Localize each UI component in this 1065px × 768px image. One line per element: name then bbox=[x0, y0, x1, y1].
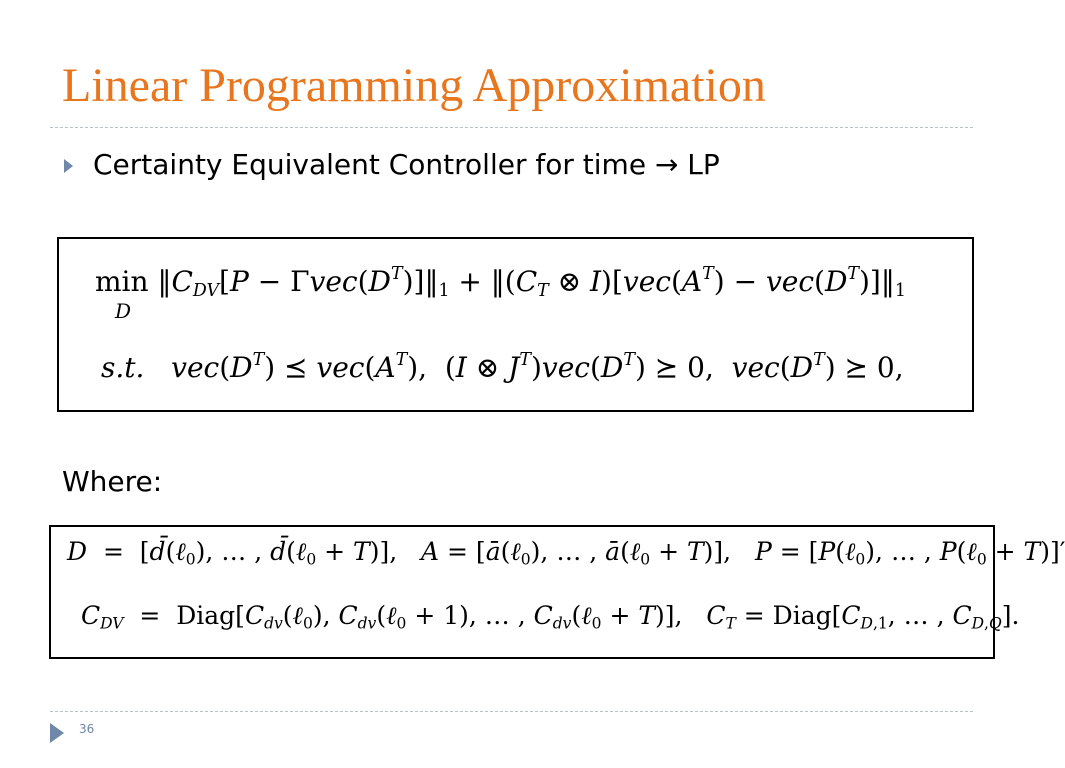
constraint-equation: s.t. $vec(D^T)$ ⪯ $vec(A^T)$, (I ⊗ $J^T)vec(D^T)$ ⪰ 0, $vec(D^T)$ ⪰ 0, bbox=[101, 349, 904, 384]
lp-formulation-box bbox=[57, 237, 974, 412]
bullet-text: Certainty Equivalent Controller for time → LP bbox=[93, 148, 720, 181]
min-subscript: D bbox=[115, 299, 132, 323]
definitions-line-2: $C_{DV}$ = $Diag[C_{dv}(\ell_0)$, $C_{dv}(\ell_0 + 1)$, … , $C_{dv}(\ell_0 + T)$], $C_T$ = $Diag[C_{D,1}$, … , $C_{D,Q}$]. bbox=[81, 601, 1020, 633]
footer-divider bbox=[50, 711, 973, 712]
bullet-triangle-icon bbox=[64, 159, 73, 173]
definitions-line-1: D = [d̄(ℓ$_0$), … , d̄(ℓ$_0$ + T)], A = [ā(ℓ$_0$), … , ā(ℓ$_0$ + T)], P = [P(ℓ$_0$), … , P(ℓ$_0$ + T)]′ bbox=[67, 537, 1065, 569]
definitions-box bbox=[49, 525, 1065, 659]
where-label: Where: bbox=[62, 465, 163, 498]
footer-triangle-icon bbox=[50, 723, 64, 743]
slide-title: Linear Programming Approximation bbox=[62, 59, 766, 112]
title-divider bbox=[50, 127, 973, 128]
objective-equation: $\min ‖C_{DV}[P$ − $\Gamma vec(D^T)]‖_1$ + $‖(C_T$ ⊗ $I)[vec(A^T)$ − $vec(D^T)]‖_1$ bbox=[95, 263, 906, 302]
page-number: 36 bbox=[79, 722, 95, 736]
